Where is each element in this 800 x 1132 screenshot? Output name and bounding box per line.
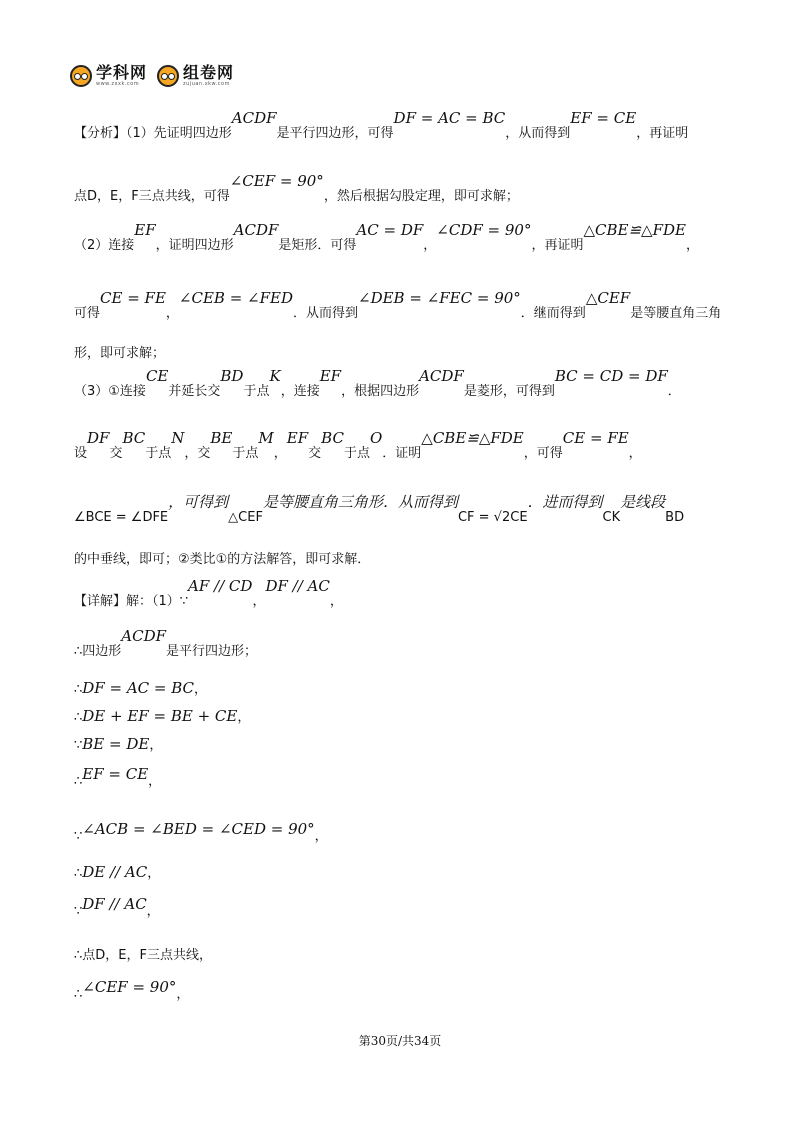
logo-url: www.zxxk.com bbox=[96, 81, 140, 87]
text-segment: ∴ bbox=[74, 682, 83, 697]
text-segment: ， bbox=[685, 238, 699, 253]
text-segment: ， bbox=[628, 446, 642, 461]
text-segment: 是菱形，可得到 bbox=[463, 384, 555, 399]
math-expression: CE bbox=[145, 367, 169, 385]
solution-line-3 bbox=[74, 678, 726, 697]
math-expression: N bbox=[171, 429, 185, 447]
analysis-line-9 bbox=[74, 548, 726, 567]
text-segment: ，证明四边形 bbox=[155, 238, 234, 253]
text-segment: 点D，E，F三点共线，可得 bbox=[74, 189, 230, 204]
math-expression: △CEF bbox=[585, 289, 631, 307]
text-segment: 于点 bbox=[232, 446, 259, 461]
text-segment: ∴ bbox=[74, 987, 83, 1002]
math-expression: EF bbox=[134, 221, 156, 239]
text-segment: ，再证明 bbox=[531, 238, 584, 253]
math-expression: CE = FE bbox=[562, 429, 629, 447]
math-expression: K bbox=[269, 367, 281, 385]
text-segment: ， bbox=[329, 594, 343, 609]
math-expression: EF = CE bbox=[570, 109, 637, 127]
math-expression: ∠CEB = ∠FED bbox=[178, 289, 293, 307]
solution-line-1 bbox=[74, 577, 726, 609]
math-expression: BD bbox=[220, 367, 244, 385]
solution-line-6 bbox=[74, 765, 726, 789]
math-expression: DF = AC = BC bbox=[393, 109, 506, 127]
math-expression: DF bbox=[87, 429, 110, 447]
math-expression: BC = CD = DF bbox=[554, 367, 668, 385]
mascot-icon bbox=[157, 65, 179, 87]
math-expression: DF // AC bbox=[265, 577, 330, 595]
solution-line-2 bbox=[74, 627, 726, 659]
mascot-icon bbox=[70, 65, 92, 87]
text-segment: ．从而得到 bbox=[293, 306, 359, 321]
solution-line-8 bbox=[74, 862, 726, 881]
text-segment: ∴四边形 bbox=[74, 644, 122, 659]
analysis-line-8 bbox=[74, 493, 726, 526]
analysis-line-1 bbox=[74, 109, 726, 141]
math-expression: ACDF bbox=[419, 367, 464, 385]
text-segment: 是平行四边形； bbox=[166, 644, 258, 659]
text-segment: BD bbox=[665, 510, 685, 525]
text-segment: ， bbox=[237, 710, 251, 725]
math-expression: BC bbox=[321, 429, 344, 447]
math-expression: BC bbox=[122, 429, 146, 447]
text-segment: ， bbox=[149, 738, 163, 753]
math-expression: ACDF bbox=[233, 221, 279, 239]
text-segment: ， bbox=[423, 238, 437, 253]
math-expression: △CBE≌△FDE bbox=[583, 221, 686, 239]
math-expression: DE // AC bbox=[82, 863, 148, 881]
text-segment: ，连接 bbox=[280, 384, 320, 399]
text-segment: ．证明 bbox=[382, 446, 422, 461]
math-expression: EF bbox=[319, 367, 342, 385]
text-segment: CK bbox=[602, 510, 621, 525]
text-segment: ， bbox=[273, 446, 287, 461]
text-segment: （3）①连接 bbox=[74, 384, 146, 399]
text-segment: ， bbox=[176, 987, 190, 1002]
text-segment: 于点 bbox=[243, 384, 270, 399]
analysis-line-7 bbox=[74, 429, 726, 461]
logo-url: zujuan.xkw.com bbox=[183, 81, 230, 87]
math-expression: 是线段 bbox=[620, 493, 666, 511]
text-segment: 的中垂线，即可；②类比①的方法解答，即可求解． bbox=[74, 552, 371, 567]
text-segment: ． bbox=[667, 384, 681, 399]
math-expression: △CBE≌△FDE bbox=[421, 429, 524, 447]
text-segment: 形，即可求解； bbox=[74, 346, 166, 361]
math-expression: BE = DE bbox=[82, 735, 150, 753]
math-expression: O bbox=[369, 429, 383, 447]
math-expression: ．进而得到 bbox=[527, 493, 603, 511]
analysis-line-5 bbox=[74, 342, 726, 361]
text-segment: ，再证明 bbox=[636, 126, 689, 141]
text-segment: ，根据四边形 bbox=[341, 384, 420, 399]
math-expression: M bbox=[258, 429, 274, 447]
solution-line-7 bbox=[74, 820, 726, 844]
text-segment: ， bbox=[314, 829, 328, 844]
logo-zxxk bbox=[70, 65, 147, 87]
text-segment: ， bbox=[148, 774, 162, 789]
text-segment: CF = √2CE bbox=[457, 510, 528, 525]
text-segment: 交 bbox=[109, 446, 123, 461]
solution-line-11 bbox=[74, 978, 726, 1002]
text-segment: 【详解】解：（1）∵ bbox=[74, 594, 189, 609]
math-expression: AC = DF bbox=[356, 221, 424, 239]
text-segment: 可得 bbox=[74, 306, 101, 321]
solution-line-10 bbox=[74, 944, 726, 963]
text-segment: 于点 bbox=[145, 446, 172, 461]
text-segment: ∵ bbox=[74, 738, 83, 753]
math-expression: AF // CD bbox=[188, 577, 253, 595]
text-segment: △CEF bbox=[228, 510, 263, 525]
math-expression: ∠CEF = 90° bbox=[229, 172, 324, 190]
analysis-line-6 bbox=[74, 367, 726, 399]
math-expression: EF bbox=[286, 429, 309, 447]
math-expression: EF = CE bbox=[82, 765, 149, 783]
math-expression: BE bbox=[210, 429, 233, 447]
text-segment: ∴ bbox=[74, 710, 83, 725]
text-segment: ， bbox=[146, 904, 160, 919]
text-segment: ， bbox=[165, 306, 179, 321]
text-segment: ∴点D，E，F三点共线， bbox=[74, 948, 212, 963]
text-segment: ，然后根据勾股定理，即可求解； bbox=[323, 189, 519, 204]
text-segment: ， bbox=[252, 594, 266, 609]
math-expression: ∠DEB = ∠FEC = 90° bbox=[358, 289, 521, 307]
math-expression: ∠CEF = 90° bbox=[82, 978, 177, 996]
text-segment: 交 bbox=[308, 446, 322, 461]
page-number: 第30页/共34页 bbox=[358, 1034, 442, 1048]
analysis-line-3 bbox=[74, 221, 726, 253]
logo-name: 学科网 bbox=[96, 63, 148, 82]
text-segment: 于点 bbox=[343, 446, 370, 461]
text-segment: ， bbox=[147, 866, 161, 881]
text-segment: ， bbox=[194, 682, 208, 697]
text-segment: 并延长交 bbox=[168, 384, 221, 399]
text-segment: 【分析】（1）先证明四边形 bbox=[74, 126, 232, 141]
text-segment: 设 bbox=[74, 446, 88, 461]
math-expression: 是等腰直角三角形．从而得到 bbox=[262, 493, 458, 511]
math-expression: ACDF bbox=[121, 627, 167, 645]
solution-line-4 bbox=[74, 706, 726, 725]
math-expression: ACDF bbox=[231, 109, 277, 127]
text-segment: ．继而得到 bbox=[520, 306, 586, 321]
logo-name: 组卷网 bbox=[183, 63, 235, 82]
math-expression: ，可得到 bbox=[168, 493, 229, 511]
text-segment: ∴ bbox=[74, 866, 83, 881]
math-expression: CE = FE bbox=[100, 289, 166, 307]
math-expression: DF // AC bbox=[82, 895, 147, 913]
text-segment: ∠BCE = ∠DFE bbox=[74, 510, 169, 525]
analysis-line-4 bbox=[74, 289, 726, 321]
text-segment: （2）连接 bbox=[74, 238, 135, 253]
text-segment: 是矩形．可得 bbox=[278, 238, 357, 253]
math-expression: ∠CDF = 90° bbox=[436, 221, 532, 239]
text-segment: 是平行四边形，可得 bbox=[276, 126, 394, 141]
text-segment: ∵ bbox=[74, 829, 83, 844]
header-logos bbox=[70, 62, 234, 90]
text-segment: ∴ bbox=[74, 774, 83, 789]
math-expression: DE + EF = BE + CE bbox=[82, 707, 238, 725]
math-expression: ∠ACB = ∠BED = ∠CED = 90° bbox=[82, 820, 315, 838]
solution-line-5 bbox=[74, 734, 726, 753]
analysis-line-2 bbox=[74, 172, 726, 204]
text-segment: ，交 bbox=[184, 446, 211, 461]
text-segment: ∵ bbox=[74, 904, 83, 919]
solution-line-9 bbox=[74, 895, 726, 919]
text-segment: ，可得 bbox=[523, 446, 563, 461]
text-segment: ，从而得到 bbox=[505, 126, 571, 141]
logo-zujuan bbox=[157, 65, 234, 87]
text-segment: 是等腰直角三角 bbox=[630, 306, 722, 321]
math-expression: DF = AC = BC bbox=[82, 679, 195, 697]
